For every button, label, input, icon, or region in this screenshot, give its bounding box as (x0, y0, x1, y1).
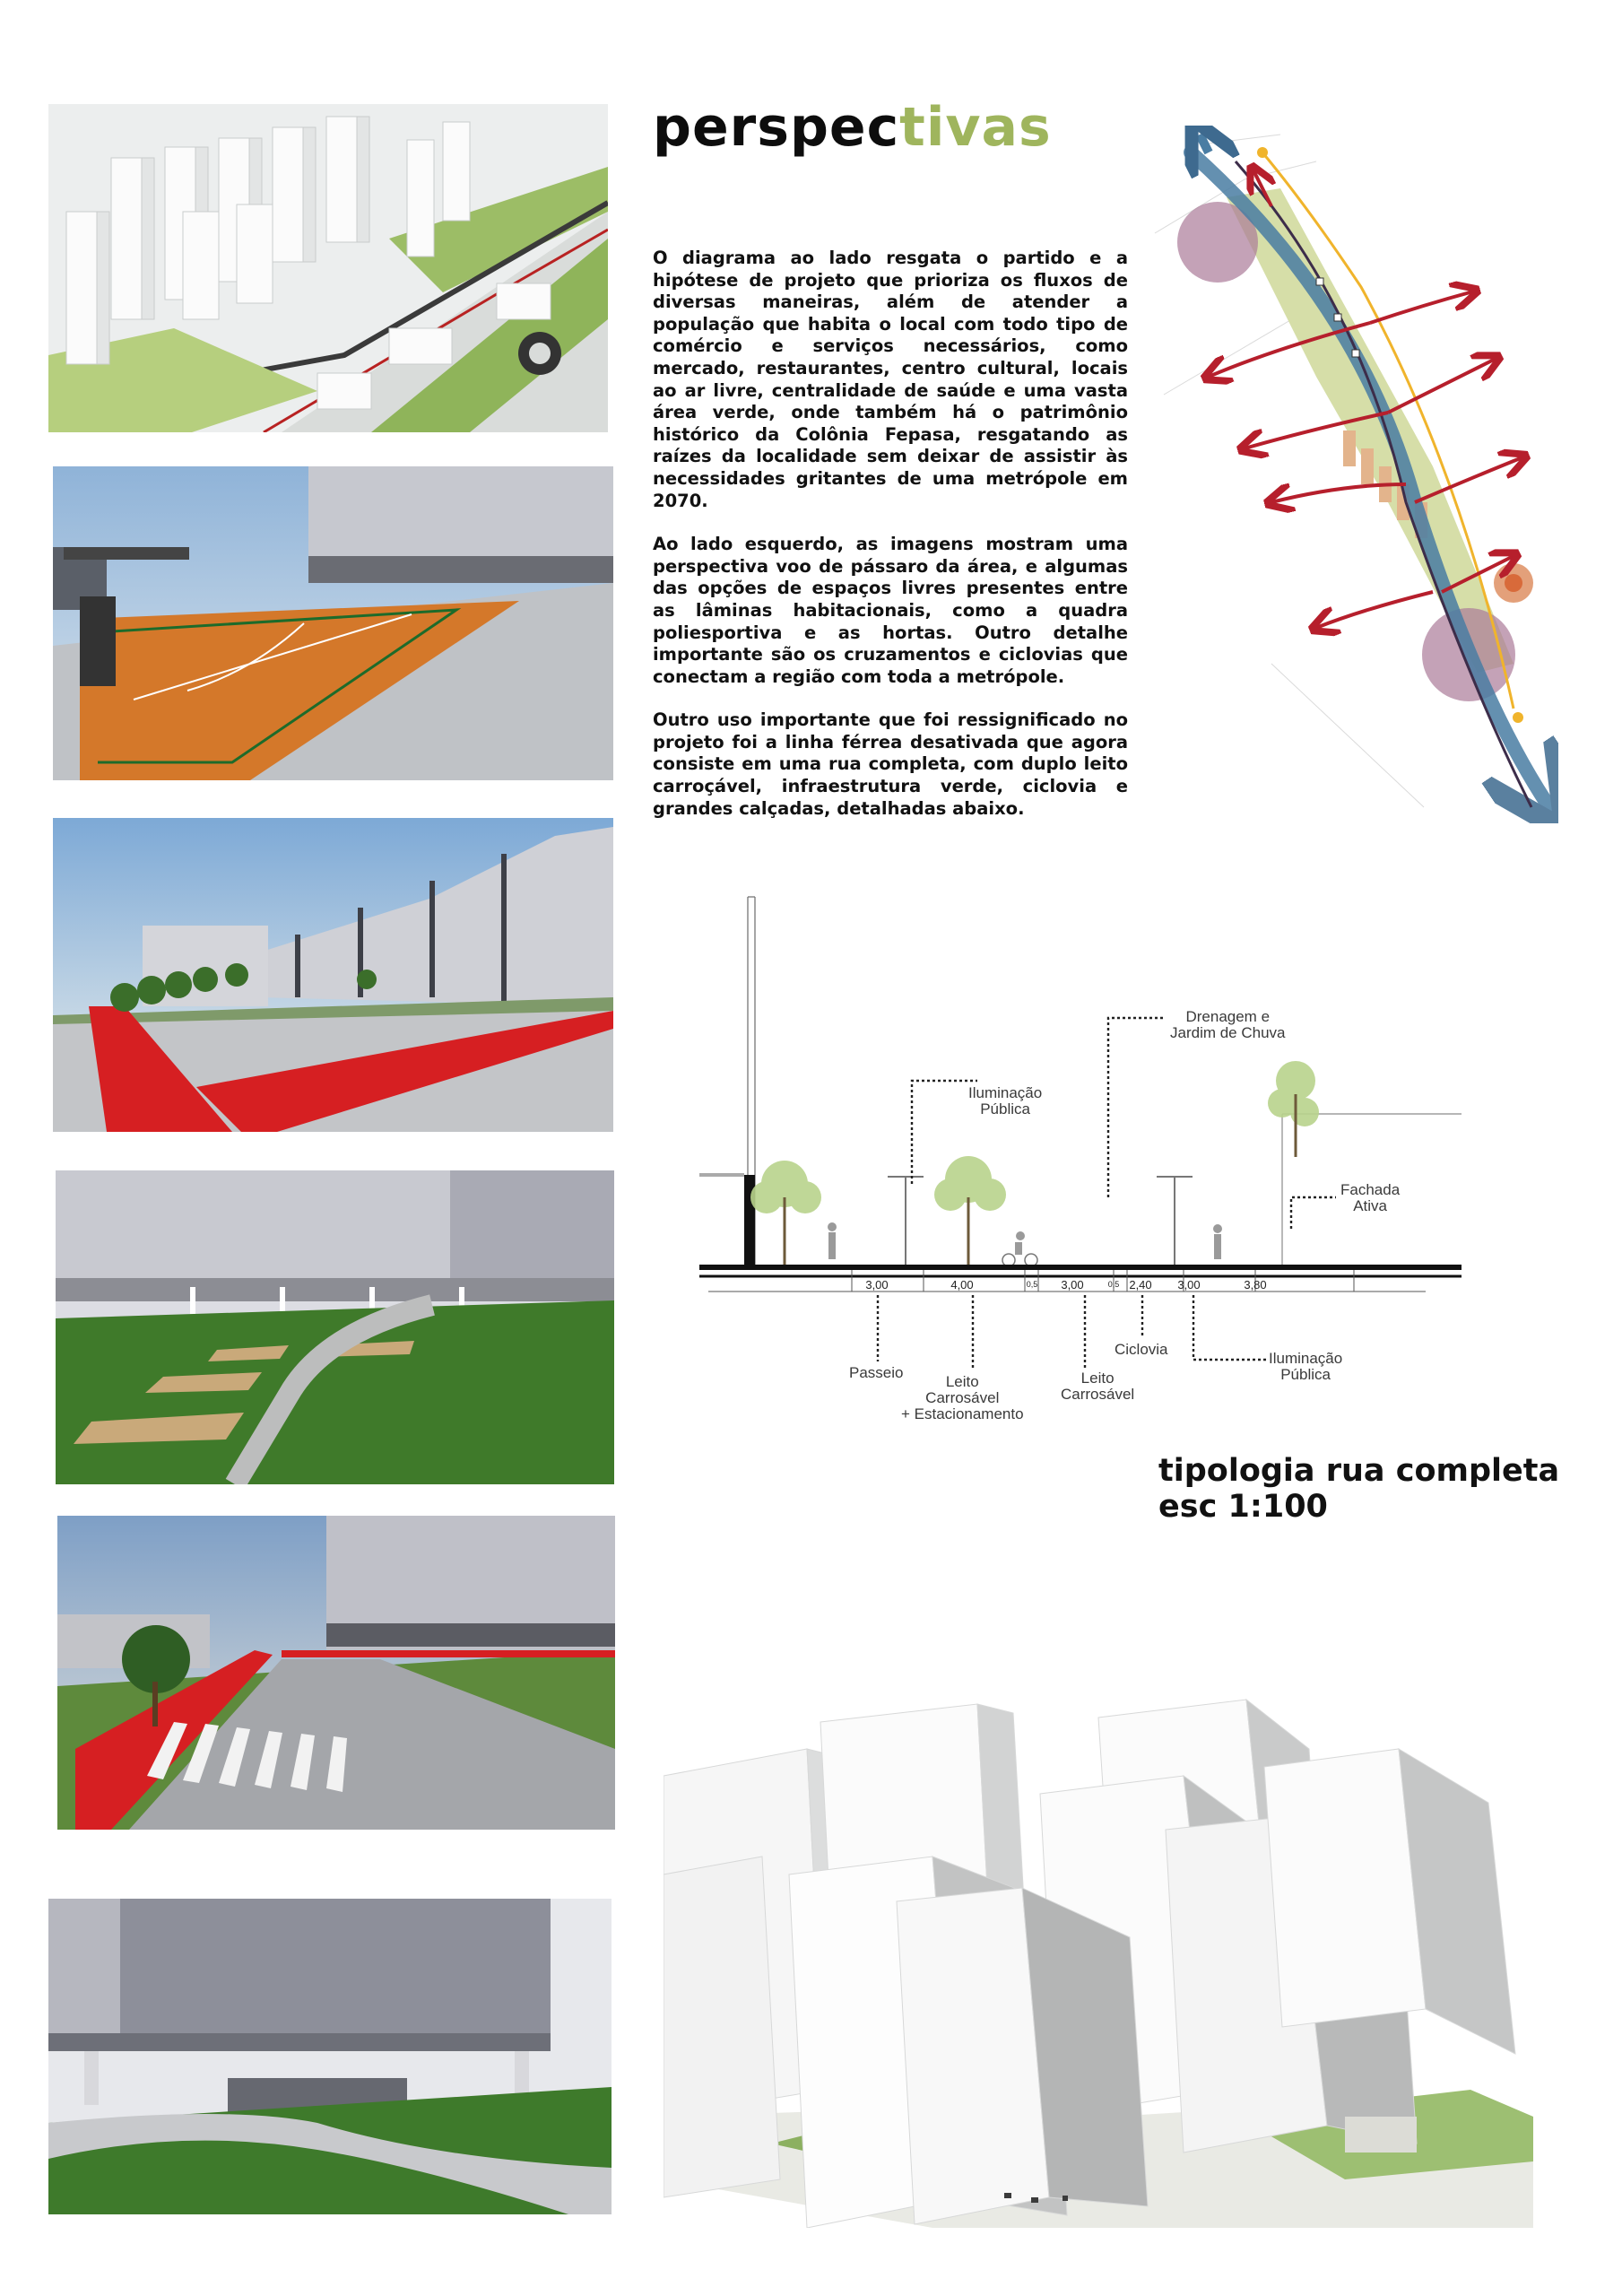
label-leito-carrosavel: Leito Carrosável (1061, 1370, 1135, 1403)
title-part-green: tivas (899, 96, 1052, 159)
street-section-drawing (699, 888, 1462, 1300)
bottom-leaders (861, 1292, 1273, 1372)
sports-court-render (53, 466, 613, 780)
paragraph-1: O diagrama ao lado resgata o partido e a hipótese de projeto que prioriza os fluxos de diversas maneiras, além de atender a população que habita o local com todo tipo de comércio e serviços necessários, como mercado, restaurantes, centro cultural, locais ao ar livre, centralidade de saúde e uma vasta área verde, onde também há o patrimônio histórico da Colônia Fepasa, resgatando as raízes da localidade sem deixar de assistir às necessidades gritantes de uma metrópole em 2070. (653, 248, 1128, 511)
bike-path-render (53, 818, 613, 1132)
label-drenagem: Drenagem e Jardim de Chuva (1170, 1008, 1286, 1041)
page-title (653, 96, 1052, 159)
section-title (1158, 1453, 1559, 1525)
flow-diagram (1137, 126, 1558, 823)
paragraph-3: Outro uso importante que foi ressignificado no projeto foi a linha férrea desativada que agora consiste em uma rua completa, com duplo leito carroçável, infraestrutura verde, ciclovia e grandes calçadas, detalhadas abaixo. (653, 709, 1128, 819)
pilotis-render (48, 1899, 612, 2214)
dim-value-1: 3,00 (865, 1278, 889, 1292)
housing-massing-render (664, 1695, 1533, 2228)
label-ciclovia: Ciclovia (1115, 1341, 1168, 1358)
lawn-paths-render (56, 1170, 614, 1484)
dim-value-4: 3,00 (1061, 1278, 1084, 1292)
section-title-line-1: tipologia rua completa (1158, 1453, 1560, 1489)
aerial-massing-render (48, 104, 608, 432)
title-part-dark: perspec (653, 96, 900, 159)
label-passeio: Passeio (849, 1364, 904, 1381)
dim-value-2: 4,00 (950, 1278, 974, 1292)
dim-value-5: 0,5 (1107, 1280, 1120, 1289)
section-title-scale: esc 1:100 (1158, 1489, 1328, 1525)
dim-value-6: 2,40 (1129, 1278, 1152, 1292)
crosswalk-render (57, 1516, 615, 1830)
paragraph-2: Ao lado esquerdo, as imagens mostram uma perspectiva voo de pássaro da área, e algumas das opções de espaços livres presentes entre as lâminas habitacionais, como a quadra poliesportiva e as hortas. Outro detalhe importante são os cruzamentos e ciclovias que conectam a região com toda a metrópole. (653, 534, 1128, 687)
dim-value-7: 3,00 (1177, 1278, 1201, 1292)
label-fachada: Fachada Ativa (1340, 1181, 1401, 1214)
description-text (653, 248, 1128, 841)
label-iluminacao-bottom: Iluminação Pública (1269, 1350, 1343, 1383)
dim-value-8: 3,80 (1244, 1278, 1267, 1292)
label-leito-estacionamento: Leito Carrosável + Estacionamento (901, 1373, 1024, 1422)
label-iluminacao-top: Iluminação Pública (968, 1084, 1043, 1118)
dim-value-3: 0,5 (1026, 1280, 1038, 1289)
